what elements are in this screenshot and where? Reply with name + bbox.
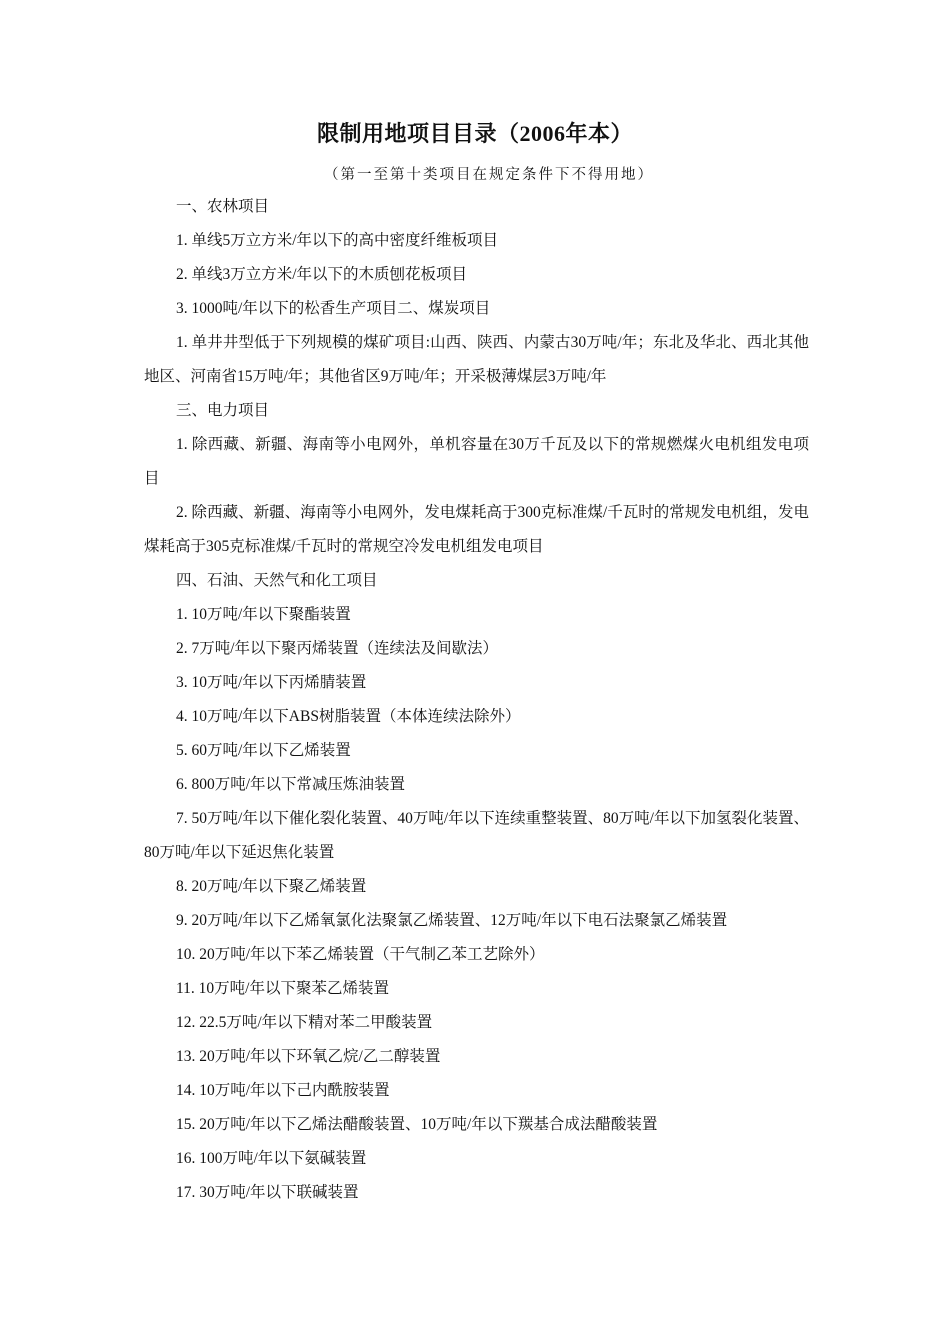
list-item: 15. 20万吨/年以下乙烯法醋酸装置、10万吨/年以下羰基合成法醋酸装置 [176,1116,658,1133]
list-item: 11. 10万吨/年以下聚苯乙烯装置 [176,980,389,997]
list-item: 2. 7万吨/年以下聚丙烯装置（连续法及间歇法） [176,640,499,657]
list-item: 13. 20万吨/年以下环氧乙烷/乙二醇装置 [176,1048,441,1065]
list-item: 7. 50万吨/年以下催化裂化装置、40万吨/年以下连续重整装置、80万吨/年以下加氢裂化装置、80万吨/年以下延迟焦化装置 [144,810,809,861]
list-item: 4. 10万吨/年以下ABS树脂装置（本体连续法除外） [176,708,521,725]
list-item: 5. 60万吨/年以下乙烯装置 [176,742,351,759]
list-item: 3. 10万吨/年以下丙烯腈装置 [176,674,367,691]
list-item: 3. 1000吨/年以下的松香生产项目二、煤炭项目 [176,300,491,317]
list-item: 12. 22.5万吨/年以下精对苯二甲酸装置 [176,1014,433,1031]
list-item: 8. 20万吨/年以下聚乙烯装置 [176,878,367,895]
list-item: 2. 除西藏、新疆、海南等小电网外，发电煤耗高于300克标准煤/千瓦时的常规发电机组，发电煤耗高于305克标准煤/千瓦时的常规空冷发电机组发电项目 [144,504,809,555]
list-item: 9. 20万吨/年以下乙烯氧氯化法聚氯乙烯装置、12万吨/年以下电石法聚氯乙烯装置 [176,912,728,929]
list-item: 2. 单线3万立方米/年以下的木质刨花板项目 [176,266,468,283]
document-subtitle: （第一至第十类项目在规定条件下不得用地） [324,167,654,183]
list-item: 1. 除西藏、新疆、海南等小电网外，单机容量在30万千瓦及以下的常规燃煤火电机组发电项目 [144,436,809,487]
section-heading-petrochemical: 四、石油、天然气和化工项目 [176,572,378,589]
list-item: 10. 20万吨/年以下苯乙烯装置（干气制乙苯工艺除外） [176,946,545,963]
document-title: 限制用地项目目录（2006年本） [316,121,633,146]
list-item: 6. 800万吨/年以下常减压炼油装置 [176,776,406,793]
list-item: 1. 10万吨/年以下聚酯装置 [176,606,351,623]
list-item: 16. 100万吨/年以下氨碱装置 [176,1150,367,1167]
section-heading-agriculture: 一、农林项目 [176,198,270,215]
list-item: 1. 单线5万立方米/年以下的高中密度纤维板项目 [176,232,499,249]
list-item: 14. 10万吨/年以下己内酰胺装置 [176,1082,390,1099]
list-item: 1. 单井井型低于下列规模的煤矿项目:山西、陕西、内蒙古30万吨/年；东北及华北、西北其他地区、河南省15万吨/年；其他省区9万吨/年；开采极薄煤层3万吨/年 [144,334,809,385]
section-heading-power: 三、电力项目 [176,402,270,419]
document-body [144,190,809,1210]
list-item: 17. 30万吨/年以下联碱装置 [176,1184,359,1201]
